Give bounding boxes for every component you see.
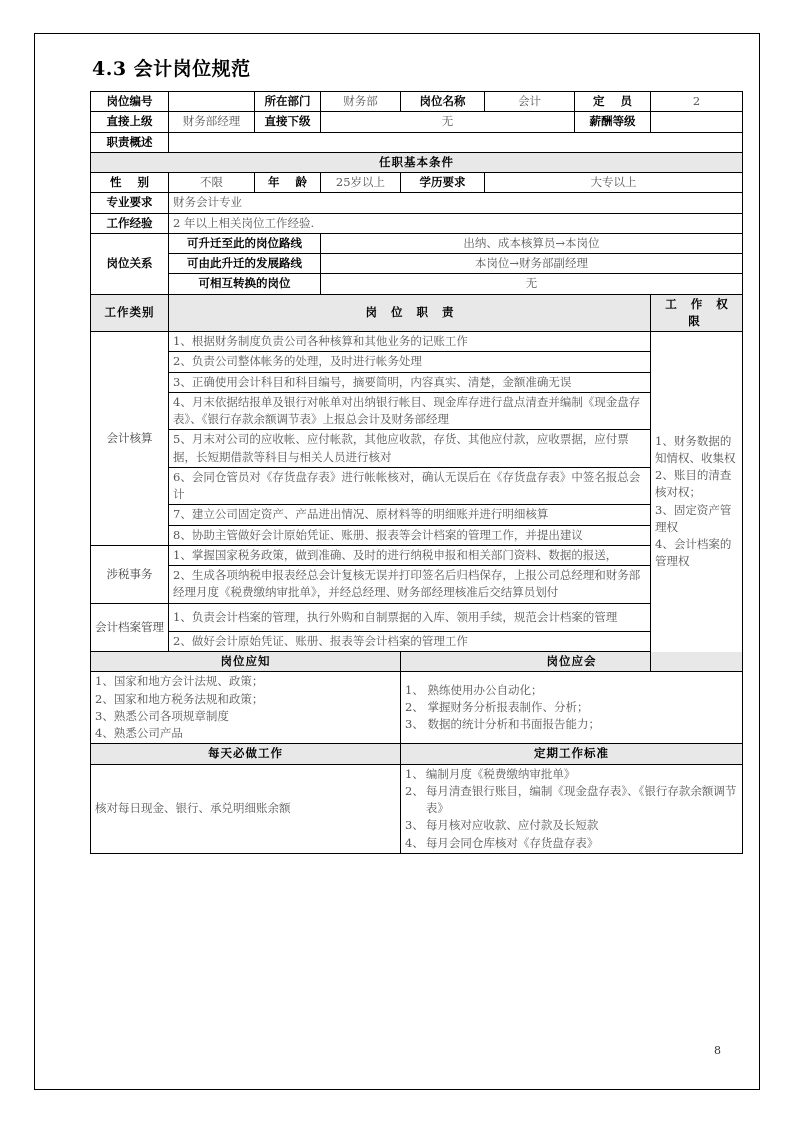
skill-item: 3、 数据的统计分析和书面报告能力； [405, 717, 600, 732]
category-tax-affairs: 涉税事务 [91, 545, 169, 603]
table-row-gender-age-education [91, 173, 743, 193]
duty-item: 1、根据财务制度负责公司各种核算和其他业务的记账工作 [169, 332, 651, 352]
periodic-item [405, 835, 738, 852]
label-department: 所在部门 [255, 92, 321, 112]
table-row-duty [91, 545, 743, 565]
column-header-skills: 岗位应会 [401, 652, 743, 672]
table-row-promotion-path-out [91, 254, 743, 274]
label-education: 学历要求 [401, 173, 485, 193]
page-content [90, 54, 750, 854]
value-transferable-positions: 无 [321, 274, 743, 294]
authority-item: 1、财务数据的知情权、收集权 [655, 433, 736, 465]
skills-list [401, 672, 743, 744]
label-headcount: 定 员 [575, 92, 651, 112]
table-row-standards-header [91, 744, 743, 764]
duty-item: 3、正确使用会计科目和科目编号，摘要简明，内容真实、清楚，金额准确无误 [169, 372, 651, 392]
position-relations-text: 岗位关系 [106, 255, 153, 270]
table-row-duty [91, 392, 743, 430]
periodic-item-text: 编制月度《税费缴纳审批单》 [425, 766, 576, 781]
table-row-transferable-positions [91, 274, 743, 294]
duty-item: 4、月末依据结报单及银行对帐单对出纳银行帐目、现金库存进行盘点清查并编制《现金盘存表》、《银行存款余额调节表》上报总会计及财务部经理 [169, 392, 651, 430]
category-archive-management: 会计档案管理 [91, 603, 169, 652]
duty-item: 7、建立公司固定资产、产品进出情况、原材料等的明细账并进行明细核算 [169, 505, 651, 525]
periodic-item-text: 每月清查银行账目，编制《现金盘存表》、《银行存款余额调节表》 [425, 783, 737, 816]
table-row-standards-body [91, 764, 743, 853]
periodic-item-number: 1、 [405, 766, 424, 781]
duty-item: 2、做好会计原始凭证、账册、报表等会计档案的管理工作 [169, 631, 651, 651]
label-promotion-path-in: 可升迁至此的岗位路线 [169, 233, 321, 253]
job-specification-table [90, 91, 743, 854]
table-row-experience [91, 213, 743, 233]
value-job-title: 会计 [485, 92, 575, 112]
table-row-duty [91, 430, 743, 468]
periodic-standards-list [401, 764, 743, 853]
table-row-duty [91, 505, 743, 525]
authority-list [651, 332, 743, 672]
label-job-code: 岗位编号 [91, 92, 169, 112]
label-gender: 性 别 [91, 173, 169, 193]
label-direct-superior: 直接上级 [91, 112, 169, 132]
label-direct-subordinate: 直接下级 [255, 112, 321, 132]
value-education: 大专以上 [485, 173, 743, 193]
knowledge-item: 1、国家和地方会计法规、政策； [95, 674, 264, 689]
column-header-job-duties: 岗 位 职 责 [169, 294, 651, 332]
label-promotion-path-out: 可由此升迁的发展路线 [169, 254, 321, 274]
skill-item: 2、 掌握财务分析报表制作、分析； [405, 700, 589, 715]
periodic-item-text: 每月核对应收款、应付款及长短款 [425, 818, 599, 833]
table-row-superior [91, 112, 743, 132]
periodic-item-text: 每月会同仓库核对《存货盘存表》 [425, 835, 599, 850]
table-row-promotion-path-in [91, 233, 743, 253]
table-row-duty [91, 467, 743, 505]
label-age: 年 龄 [255, 173, 321, 193]
value-gender: 不限 [169, 173, 255, 193]
duty-item: 5、月末对公司的应收帐、应付帐款，其他应收款，存货、其他应付款，应收票据，应付票据，长短期借款等科目与相关人员进行核对 [169, 430, 651, 468]
table-row-job-code [91, 92, 743, 112]
column-header-daily-work: 每天必做工作 [91, 744, 401, 764]
duty-item: 8、协助主管做好会计原始凭证、账册、报表等会计档案的管理工作，并提出建议 [169, 525, 651, 545]
periodic-item [405, 783, 738, 818]
duty-item: 6、会同仓管员对《存货盘存表》进行帐帐核对，确认无误后在《存货盘存表》中签名报总会计 [169, 467, 651, 505]
knowledge-item: 2、国家和地方税务法规和政策； [95, 691, 264, 706]
value-salary-grade [651, 112, 743, 132]
label-experience: 工作经验 [91, 213, 169, 233]
section-basic-conditions: 任职基本条件 [91, 152, 743, 172]
column-header-work-authority: 工 作 权 限 [651, 294, 743, 332]
duty-item: 1、负责会计档案的管理，执行外购和自制票据的入库、领用手续，规范会计档案的管理 [169, 603, 651, 631]
value-responsibility-summary [169, 132, 743, 152]
periodic-item-number: 2、 [405, 783, 424, 798]
table-row-duty [91, 372, 743, 392]
authority-item: 3、固定资产管理权 [655, 502, 732, 534]
duty-item: 2、生成各项纳税申报表经总会计复核无误并打印签名后归档保存，上报公司总经理和财务部经理月度《税费缴纳审批单》，并经总经理、财务部经理核准后交结算员划付 [169, 566, 651, 604]
table-row-responsibility-summary [91, 132, 743, 152]
column-header-knowledge: 岗位应知 [91, 652, 401, 672]
column-header-work-category: 工作类别 [91, 294, 169, 332]
value-headcount: 2 [651, 92, 743, 112]
knowledge-item: 4、熟悉公司产品 [95, 726, 183, 741]
periodic-item-number: 3、 [405, 818, 424, 833]
label-salary-grade: 薪酬等级 [575, 112, 651, 132]
value-job-code [169, 92, 255, 112]
table-row-duty [91, 332, 743, 352]
skill-item: 1、 熟练使用办公自动化； [405, 682, 543, 697]
table-row-duty [91, 525, 743, 545]
value-promotion-path-in: 出纳、成本核算员→本岗位 [321, 233, 743, 253]
table-row-duties-header [91, 294, 743, 332]
table-row-basic-conditions-header [91, 152, 743, 172]
value-age: 25岁以上 [321, 173, 401, 193]
authority-item: 4、会计档案的管理权 [655, 537, 732, 569]
value-promotion-path-out: 本岗位→财务部副经理 [321, 254, 743, 274]
page-number: 8 [714, 1044, 721, 1057]
periodic-item-number: 4、 [405, 835, 424, 850]
category-accounting: 会计核算 [91, 332, 169, 546]
value-experience: 2 年以上相关岗位工作经验. [169, 213, 743, 233]
value-major: 财务会计专业 [169, 193, 743, 213]
page-frame [34, 33, 760, 1090]
duty-item: 2、负责公司整体帐务的处理，及时进行帐务处理 [169, 352, 651, 372]
table-row-duty [91, 352, 743, 372]
knowledge-list [91, 672, 401, 744]
authority-item: 2、账目的清查核对权； [655, 468, 732, 500]
duty-item: 1、掌握国家税务政策，做到准确、及时的进行纳税申报和相关部门资料、数据的报送， [169, 545, 651, 565]
value-direct-superior: 财务部经理 [169, 112, 255, 132]
label-responsibility-summary: 职责概述 [91, 132, 169, 152]
table-row-duty [91, 603, 743, 631]
table-row-duty [91, 631, 743, 651]
value-direct-subordinate: 无 [321, 112, 575, 132]
table-row-major [91, 193, 743, 213]
column-header-periodic-standards: 定期工作标准 [401, 744, 743, 764]
label-transferable-positions: 可相互转换的岗位 [169, 274, 321, 294]
table-row-duty [91, 566, 743, 604]
label-major: 专业要求 [91, 193, 169, 213]
table-row-knowledge-body [91, 672, 743, 744]
daily-work-text: 核对每日现金、银行、承兑明细账余额 [91, 764, 401, 853]
knowledge-item: 3、熟悉公司各项规章制度 [95, 708, 229, 723]
table-row-knowledge-header [91, 652, 743, 672]
label-position-relations [91, 233, 169, 294]
page-title: 4.3 会计岗位规范 [92, 58, 251, 80]
value-department: 财务部 [321, 92, 401, 112]
periodic-item [405, 766, 738, 783]
label-job-title: 岗位名称 [401, 92, 485, 112]
periodic-item [405, 817, 738, 834]
